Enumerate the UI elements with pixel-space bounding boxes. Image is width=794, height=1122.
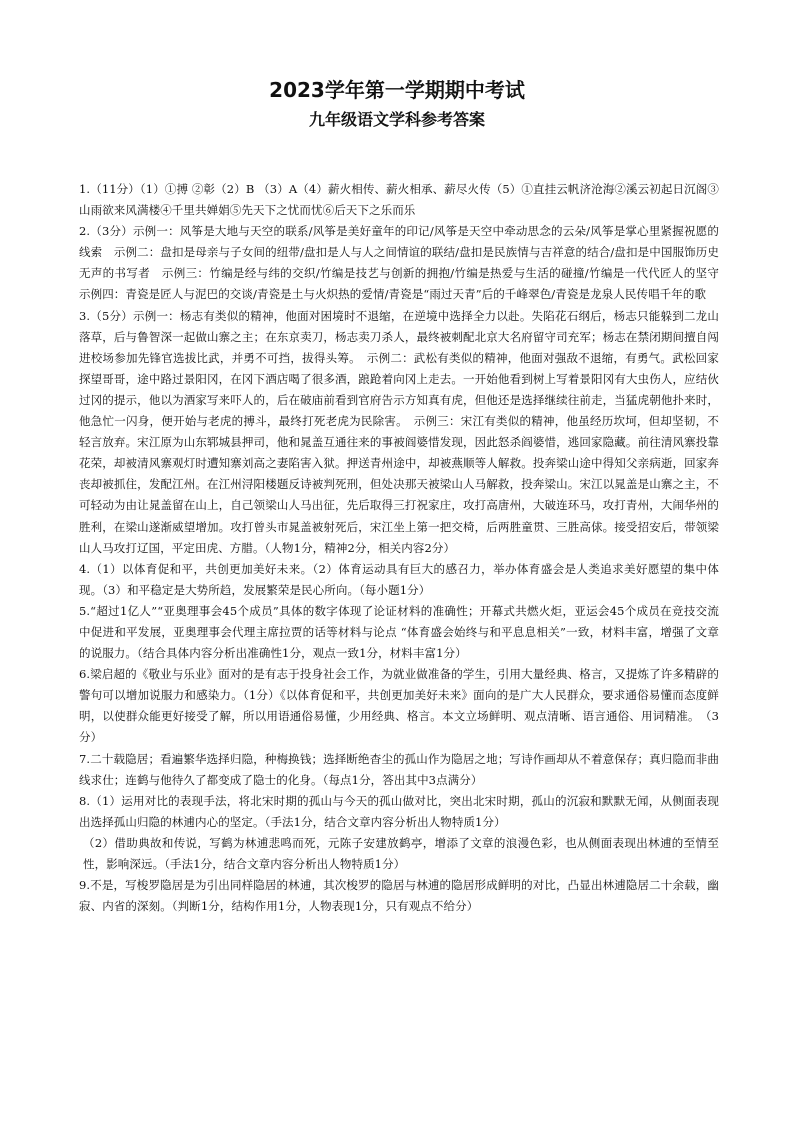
answer-9: 9.不是，写梭罗隐居是为引出同样隐居的林逋，其次梭罗的隐居与林逋的隐居形成鲜明的对比，凸显出林逋隐居二十余载，幽寂、内省的深刻。（判断1分，结构作用1分，人物表现1分，只有观点不给分） — [79, 878, 719, 914]
answer-5: 5.“超过1亿人”“亚奥理事会45个成员”具体的数字体现了论证材料的准确性；开幕式共燃火炬，亚运会45个成员在竞技交流中促进和平发展，亚奥理事会代理主席拉贾的话等材料与论点 “体育盛会始终与和平息息相关”一致，材料丰富，增强了文章的说服力。（结合具体内容分析出准确性1分，观点一致1分，材料丰富1分） — [79, 603, 719, 661]
answer-2: 2.（3分）示例一：风筝是大地与天空的联系/风筝是美好童年的印记/风筝是天空中牵动思念的云朵/风筝是掌心里紧握祝愿的线索 示例二：盘扣是母亲与子女间的纽带/盘扣是人与人之间情谊的联结/盘扣是民族情与吉祥意的结合/盘扣是中国服饰历史无声的书写者 示例三：竹编是经与纬的交织/竹编是技艺与创新的拥抱/竹编是热爱与生活的碰撞/竹编是一代代匠人的坚守 示例四：青瓷是匠人与泥巴的交谈/青瓷是土与火炽热的爱情/青瓷是“雨过天青”后的千峰翠色/青瓷是龙泉人民传唱千年的歌 — [79, 224, 731, 302]
answers-body — [79, 179, 731, 917]
answer-3: 3.（5分）示例一：杨志有类似的精神，他面对困境时不退缩，在逆境中选择全力以赴。失陷花石纲后，杨志只能躲到二龙山落草，后与鲁智深一起做山寨之主；在东京卖刀，杨志卖刀杀人，最终被刺配北京大名府留守司充军；杨志在禁闭期间擅自闯进校场参加先锋官选拔比武，并勇不可挡，拔得头筹。 示例二：武松有类似的精神，他面对强敌不退缩，有勇气。武松回家探望哥哥，途中路过景阳冈，在冈下酒店喝了很多酒，踉跄着向冈上走去。一开始他看到树上写着景阳冈有大虫伤人，应结伙过冈的提示，他以为酒家写来吓人的，后在破庙前看到官府告示方知真有虎，但他还是选择继续往前走，当猛虎朝他扑来时，他急忙一闪身，便开始与老虎的搏斗，最终打死老虎为民除害。 示例三：宋江有类似的精神，他虽经历坎坷，但却坚韧，不轻言放弃。宋江原为山东郓城县押司，他和晁盖互通往来的事被阎婆惜发现，因此怒杀阎婆惜，逃回家隐藏。前往清风寨投靠花荣，却被清风寨观灯时遭知寨刘高之妻陷害入狱。押送青州途中，却被燕顺等人解救。投奔梁山途中得知父亲病逝，回家奔丧却被抓住，发配江州。在江州浔阳楼题反诗被判死刑，但处决那天被梁山人马解救，投奔梁山。宋江以晁盖是山寨之主，不可轻动为由让晁盖留在山上，自己领梁山人马出征，先后取得三打祝家庄，攻打高唐州，大破连环马，攻打青州，大闹华州的胜利，在梁山遂渐威望增加。攻打曾头市晁盖被射死后，宋江坐上第一把交椅，后两胜童贯、三胜高俅。接受招安后，带领梁山人马攻打辽国，平定田虎、方腊。（人物1分，精神2分，相关内容2分） — [79, 308, 719, 555]
answer-1: 1.（11分）（1）①搏 ②彰（2）B （3）A（4）薪火相传、薪火相承、薪尽火传（5）①直挂云帆济沧海②溪云初起日沉阁③山雨欲来风满楼④千里共婵娟⑤先天下之忧而忧⑥后天下之乐而乐 — [79, 182, 719, 218]
page-title: 2023学年第一学期期中考试 — [269, 78, 525, 102]
answer-8-part-1: 8.（1）运用对比的表现手法，将北宋时期的孤山与今天的孤山做对比，突出北宋时期，孤山的沉寂和默默无闻，从侧面表现出选择孤山归隐的林逋内心的坚定。（手法1分，结合文章内容分析出人物特质1分） — [79, 793, 719, 829]
page-subtitle: 九年级语文学科参考答案 — [308, 110, 485, 129]
answer-4: 4.（1）以体育促和平，共创更加美好未来。（2）体育运动具有巨大的感召力，举办体育盛会是人类追求美好愿望的集中体现。（3）和平稳定是大势所趋，发展繁荣是民心所向。（每小题1分） — [79, 561, 719, 597]
answer-7: 7.二十载隐居；看遍繁华选择归隐，种梅换钱；选择断绝杳尘的孤山作为隐居之地；写诗作画却从不着意保存；真归隐而非曲线求仕；连鹤与他待久了都变成了隐士的化身。（每点1分，答出其中3点满分） — [79, 751, 719, 787]
answer-8-part-2: （2）借助典故和传说，写鹤为林逋悲鸣而死，元陈子安建放鹤亭，增添了文章的浪漫色彩，也从侧面表现出林逋的至情至性，影响深远。（手法1分，结合文章内容分析出人物特质1分） — [83, 835, 719, 871]
answer-6: 6.梁启超的《敬业与乐业》面对的是有志于投身社会工作，为就业做准备的学生，引用大量经典、格言，又提炼了许多精辟的警句可以增加说服力和感染力。（1分）《以体育促和平，共创更加美好未来》面向的是广大人民群众，要求通俗易懂而态度鲜明，以使群众能更好接受了解，所以用语通俗易懂，少用经典、格言。本文立场鲜明、观点清晰、语言通俗、用词精准。 （3分） — [79, 667, 719, 745]
